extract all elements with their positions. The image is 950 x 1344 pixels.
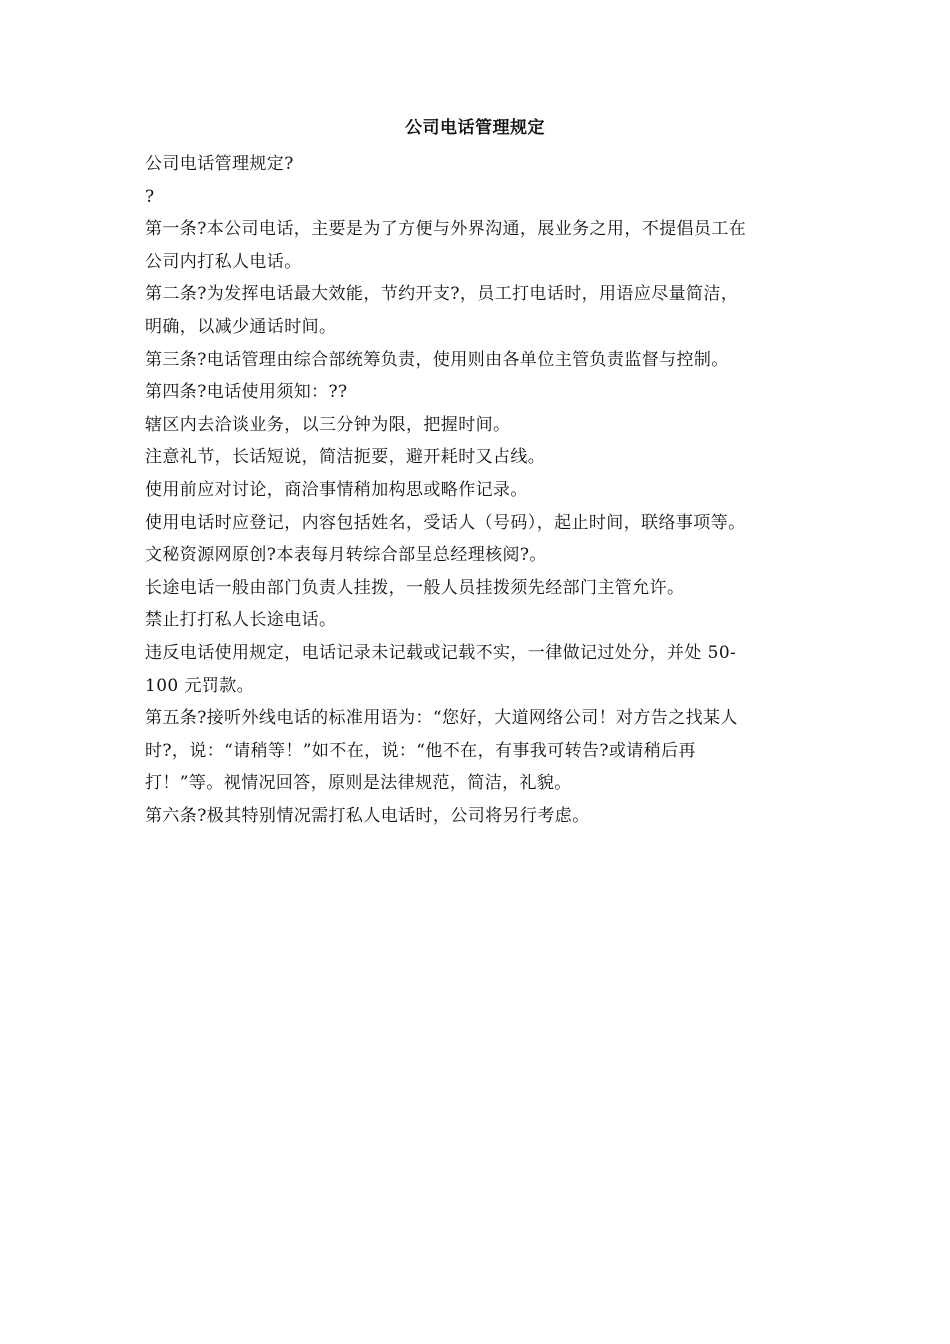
- text-line: 第六条?极其特别情况需打私人电话时，公司将另行考虑。: [145, 805, 590, 826]
- text-line: 使用前应对讨论，商洽事情稍加构思或略作记录。: [145, 479, 528, 500]
- text-line: 第五条?接听外线电话的标准用语为：“您好，大道网络公司！对方告之找某人: [145, 708, 738, 729]
- text-line: 时?，说：“请稍等！”如不在，说：“他不在，有事我可转告?或请稍后再: [145, 740, 696, 761]
- text-line: 第二条?为发挥电话最大效能，节约开支?，员工打电话时，用语应尽量简洁，: [145, 284, 739, 305]
- text-line: 注意礼节，长话短说，简洁扼要，避开耗时又占线。: [145, 447, 546, 468]
- document-title: 公司电话管理规定: [405, 118, 545, 138]
- text-line: 第四条?电话使用须知：??: [145, 382, 348, 403]
- text-line: 长途电话一般由部门负责人挂拨，一般人员挂拨须先经部门主管允许。: [145, 577, 685, 598]
- text-line: 辖区内去洽谈业务，以三分钟为限，把握时间。: [145, 414, 511, 435]
- text-line: 明确，以减少通话时间。: [145, 316, 337, 337]
- text-line: 使用电话时应登记，内容包括姓名，受话人（号码），起止时间，联络事项等。: [145, 512, 746, 533]
- text-line: 打！”等。视情况回答，原则是法律规范，简洁，礼貌。: [145, 773, 572, 794]
- text-line: 文秘资源网原创?本表每月转综合部呈总经理核阅?。: [145, 545, 547, 566]
- text-line: 禁止打打私人长途电话。: [145, 610, 337, 631]
- text-line: 第一条?本公司电话，主要是为了方便与外界沟通，展业务之用，不提倡员工在: [145, 219, 747, 240]
- text-line: 公司电话管理规定?: [145, 154, 294, 174]
- text-line: 违反电话使用规定，电话记录未记载或记载不实，一律做记过处分，并处 50-: [145, 642, 737, 663]
- document-body: [145, 148, 817, 832]
- text-line: 公司内打私人电话。: [145, 251, 302, 272]
- text-line: 100 元罚款。: [145, 675, 255, 696]
- text-line: ?: [145, 186, 155, 207]
- text-line: 第三条?电话管理由综合部统筹负责，使用则由各单位主管负责监督与控制。: [145, 349, 729, 370]
